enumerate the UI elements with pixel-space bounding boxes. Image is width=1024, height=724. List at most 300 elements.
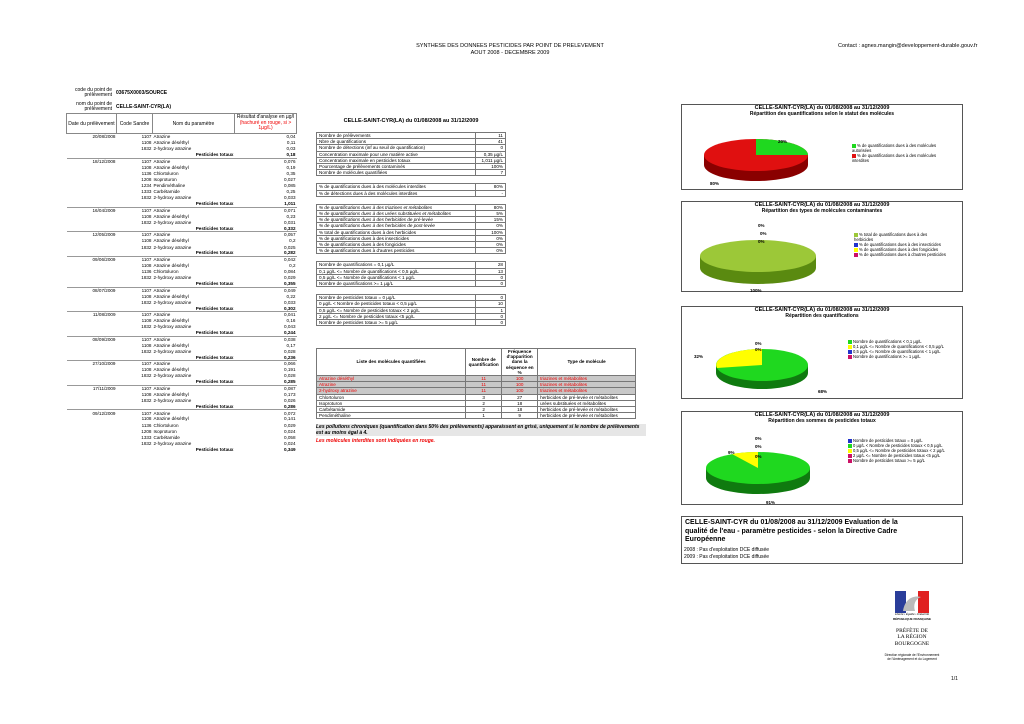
row-date <box>67 447 117 453</box>
stat-label: Nombre de pesticides totaux >= 5 µg/L <box>317 320 476 326</box>
report-period: AOUT 2008 - DECEMBRE 2009 <box>470 50 550 56</box>
measurement-rows <box>67 134 297 453</box>
row-sandre: 1333 <box>141 434 152 440</box>
mol-type: urées substituées et métabolites <box>538 400 636 406</box>
stat-value: 0,35 µg/L <box>476 151 506 157</box>
row-param: Atrazine déséthyl <box>153 416 189 422</box>
mol-count: 11 <box>466 388 502 394</box>
row-sandre: 1832 <box>141 299 152 305</box>
mol-freq: 100 <box>502 388 538 394</box>
point-code-label: code du point de prélèvement <box>75 87 112 98</box>
mol-name: 2-hydroxy atrazine <box>317 388 466 394</box>
legend-swatch <box>848 459 852 463</box>
row-value: 0,2 <box>289 238 296 244</box>
note-chronic: Les pollutions chroniques (quantification dans 50% des prélèvements) apparaissent en grisé, uniquement si le nombre de prélèvements est au moins égal à 4. <box>316 424 646 436</box>
col-param: Nom du paramètre <box>153 114 235 134</box>
col-result <box>235 114 297 134</box>
stat-label: 2 µg/L <= Nombre de pesticides totaux <5 µg/L <box>317 313 476 319</box>
chart-status-label-20: 20% <box>778 139 788 144</box>
legend-item: % de quantifications dues à des insecticides <box>854 242 946 247</box>
row-sandre: 1832 <box>141 348 152 354</box>
legend-item: 0,5 µg/L <= Nombre de quantifications < 1 µg/L <box>848 349 952 354</box>
stat-label: Nombre de quantifications = 0,1 µg/L <box>317 262 476 268</box>
stats-table-2 <box>316 183 506 196</box>
row-value: 0,355 <box>284 281 296 287</box>
row-param: Atrazine déséthyl <box>153 140 189 146</box>
measurement-table-wrap <box>66 113 297 453</box>
row-param: 2-hydroxy atrazine <box>153 324 192 330</box>
row-param: Atrazine <box>153 256 235 262</box>
page-number: 1/1 <box>951 676 958 682</box>
row-date: 08/07/2009 <box>67 287 117 293</box>
stat-value: 1,011 µg/L <box>476 157 506 163</box>
stat-label: Nombre de molécules quantifiées <box>317 170 476 176</box>
point-name-value: CELLE-SAINT-CYR(LA) <box>116 104 171 110</box>
stat-value: 0% <box>476 242 506 248</box>
row-sandre: 1234 <box>141 183 152 189</box>
row-sandre: 1108 <box>141 140 152 146</box>
legend-item: % de quantifications dues à d'autres pesticides <box>854 252 946 257</box>
row-value: 0,286 <box>284 403 296 409</box>
row-sandre: 1107 <box>117 158 153 164</box>
row-sandre: 1108 <box>141 391 152 397</box>
row-param: Pesticides totaux <box>195 354 234 360</box>
row-sandre: 1208 <box>141 428 152 434</box>
stat-value: 0% <box>476 248 506 254</box>
mol-count: 1 <box>466 413 502 419</box>
row-param: Atrazine déséthyl <box>153 342 189 348</box>
row-value: 0,026 <box>284 398 296 404</box>
report-title: SYNTHESE DES DONNEES PESTICIDES PAR POINT DE PRELEVEMENT <box>416 43 604 49</box>
row-value: 0,024 <box>284 441 296 446</box>
stat-label: % de quantifications dues à des triazines et métabolites <box>317 204 476 210</box>
row-value: 0,029 <box>284 422 296 428</box>
row-sandre: 1832 <box>141 146 152 152</box>
table-row <box>67 447 297 453</box>
chart-quantif-title2: Répartition des quantifications <box>785 313 859 319</box>
row-param: Atrazine <box>153 158 235 164</box>
row-value: 1,011 <box>284 201 296 207</box>
stat-value: 10 <box>476 301 506 307</box>
mol-count: 11 <box>466 376 502 382</box>
row-sandre: 1108 <box>141 342 152 348</box>
row-value: 0,191 <box>284 367 296 373</box>
mol-freq: 18 <box>502 400 538 406</box>
row-sandre: 1108 <box>141 293 152 299</box>
stats-title: CELLE-SAINT-CYR(LA) du 01/08/2008 au 31/12/2009 <box>343 118 479 124</box>
row-value: 0,302 <box>284 305 296 311</box>
row-param: 2-hydroxy atrazine <box>153 244 192 250</box>
row-param: 2-hydroxy atrazine <box>153 275 192 281</box>
chart-quantif-label-b: 0% <box>755 347 762 352</box>
stat-label: % de détections dues à des molécules interdites <box>317 190 476 196</box>
row-value: 0,141 <box>284 416 296 422</box>
stat-value: 0 <box>476 295 506 301</box>
row-param: Atrazine <box>153 385 235 391</box>
row-value: 0,236 <box>284 354 296 360</box>
legend-item: Nombre de pesticides totaux >= 5 µg/L <box>848 458 952 463</box>
legend-item: % de quantifications dues à des molécules interdites <box>852 153 937 163</box>
row-param: Atrazine <box>153 287 235 293</box>
row-param: 2-hydroxy atrazine <box>153 441 192 446</box>
note-banned: Les molécules interdites sont indiquées en rouge. <box>316 438 435 445</box>
report-header <box>380 43 640 57</box>
mol-freq: 18 <box>502 407 538 413</box>
row-sandre: 1832 <box>141 398 152 404</box>
row-sandre: 1108 <box>141 367 152 373</box>
legend-item: Nombre de pesticides totaux = 0 µg/L <box>848 438 952 443</box>
chart-totals-title2: Répartition des sommes de pesticides totaux <box>768 418 876 424</box>
contact-email[interactable]: Contact : agnes.mangin@developpement-durable.gouv.fr <box>838 43 978 49</box>
logo-prefecture: PRÉFÈTE DE LA RÉGION BOURGOGNE <box>894 627 930 647</box>
stat-label: Nombre de pesticides totaux = 0 µg/L <box>317 295 476 301</box>
row-value: 0,025 <box>284 244 296 250</box>
chart-quantif-label-d: 68% <box>818 389 828 394</box>
row-sandre: 1107 <box>117 361 153 367</box>
row-date: 11/08/2009 <box>67 312 117 318</box>
row-value: 0,033 <box>284 195 296 201</box>
row-sandre: 1108 <box>141 416 152 422</box>
row-sandre: 1208 <box>141 176 152 182</box>
row-value: 0,024 <box>284 428 296 434</box>
stat-value: 0 <box>476 281 506 287</box>
stat-value: 7 <box>476 170 506 176</box>
row-param: 2-hydroxy atrazine <box>153 195 192 201</box>
row-param: 2-hydroxy atrazine <box>153 398 192 404</box>
row-sandre: 1108 <box>141 238 152 244</box>
row-value: 0,16 <box>286 318 296 324</box>
row-param: 2-hydroxy atrazine <box>153 146 192 152</box>
molecule-table <box>316 348 636 419</box>
chart-totals-label-b: 0% <box>755 444 762 449</box>
row-value: 0,043 <box>284 324 296 330</box>
row-value: 0,349 <box>284 447 296 453</box>
row-param: Pesticides totaux <box>195 403 234 409</box>
row-sandre: 1333 <box>141 189 152 195</box>
row-param: Atrazine déséthyl <box>153 213 189 219</box>
row-sandre: 1107 <box>117 385 153 391</box>
row-param: Atrazine déséthyl <box>153 367 189 373</box>
mol-name: Atrazine déséthyl <box>317 376 466 382</box>
row-value: 0,22 <box>286 293 296 299</box>
row-value: 0,057 <box>235 232 297 238</box>
stat-label: % de quantifications dues à des molécules interdites <box>317 184 476 190</box>
row-value: 0,072 <box>235 410 297 416</box>
chart-quantif-label-a: 0% <box>755 341 762 346</box>
stat-label: % de quantifications dues à des herbicides de post-levée <box>317 223 476 229</box>
mol-name: Chlortoluron <box>317 394 466 400</box>
row-param: Pesticides totaux <box>195 330 234 336</box>
row-value: 0,027 <box>284 176 296 182</box>
row-sandre: 1107 <box>117 312 153 318</box>
row-value: 0,25 <box>286 189 296 195</box>
row-value: 0,031 <box>284 219 296 225</box>
point-code-value: 03675X0003/SOURCE <box>116 90 168 96</box>
row-sandre: 1136 <box>141 422 152 428</box>
row-date: 08/09/2009 <box>67 336 117 342</box>
stat-value: 0 <box>476 313 506 319</box>
chart-status-label-80: 80% <box>710 181 720 186</box>
chart-totals <box>681 411 963 505</box>
chart-totals-title1: CELLE-SAINT-CYR(LA) du 01/08/2008 au 31/12/2009 <box>754 412 890 418</box>
col-result-label: Résultat d'analyse en µg/l <box>236 114 295 121</box>
row-param: Pesticides totaux <box>195 201 234 207</box>
row-date: 09/12/2009 <box>67 410 117 416</box>
row-sandre: 1108 <box>141 164 152 170</box>
stat-label: % de quantifications dues à des urées substituées et métabolites <box>317 211 476 217</box>
stat-label: Nombre de détections (inf au seuil de quantification) <box>317 145 476 151</box>
row-param: 2-hydroxy atrazine <box>153 373 192 379</box>
mol-type: triazines et métabolites <box>538 382 636 388</box>
row-sandre: 1108 <box>141 318 152 324</box>
stat-row <box>317 170 506 176</box>
stat-value: 13 <box>476 268 506 274</box>
row-sandre: 1107 <box>117 134 153 140</box>
stat-value: 100% <box>476 164 506 170</box>
row-value: 0,23 <box>286 213 296 219</box>
stat-label: Pourcentage de prélèvements contaminés <box>317 164 476 170</box>
mol-type: herbicides de pré-levée et métabolites <box>538 413 636 419</box>
stat-label: Nombre de quantifications >= 1 µg/L <box>317 281 476 287</box>
row-param: Atrazine <box>153 207 235 213</box>
legend-item: 0,1 µg/L <= Nombre de quantifications < 0,5 µg/L <box>848 344 952 349</box>
legend-item: % total de quantifications dues à des herbicides <box>854 232 928 242</box>
mol-name: Pendiméthaline <box>317 413 466 419</box>
row-param: 2-hydroxy atrazine <box>153 299 192 305</box>
row-sandre: 1832 <box>141 195 152 201</box>
legend-item: Nombre de quantifications < 0,1 µg/L <box>848 339 952 344</box>
row-param: Atrazine <box>153 312 235 318</box>
row-param: Atrazine déséthyl <box>153 318 189 324</box>
stat-value: 100% <box>476 229 506 235</box>
stat-value: 15% <box>476 217 506 223</box>
row-param: Isoproturon <box>153 428 177 434</box>
row-value: 0,04 <box>235 134 297 140</box>
row-sandre: 1136 <box>141 170 152 176</box>
stat-label: Concentration maximale en pesticides totaux <box>317 157 476 163</box>
row-sandre: 1832 <box>141 275 152 281</box>
chart-types-label-c: 0% <box>758 239 765 244</box>
marianne-logo-icon <box>895 591 929 613</box>
row-param: Pesticides totaux <box>195 152 234 158</box>
chart-types-label-a: 0% <box>758 223 765 228</box>
stat-label: % de quantifications dues à des herbicides de pré-levée <box>317 217 476 223</box>
mol-count: 11 <box>466 382 502 388</box>
stat-label: Nbre de quantifications <box>317 139 476 145</box>
row-value: 0,029 <box>284 275 296 281</box>
col-date: Date du prélèvement <box>67 114 117 134</box>
row-param: Chlortoluron <box>153 422 179 428</box>
legend-item: 2 µg/L <= Nombre de pesticides totaux <5 µg/L <box>848 453 952 458</box>
row-value: 0,285 <box>284 379 296 385</box>
row-sandre: 1832 <box>141 219 152 225</box>
row-date: 12/05/2009 <box>67 232 117 238</box>
stat-label: Concentration maximale pour une matière active <box>317 151 476 157</box>
row-sandre: 1832 <box>141 324 152 330</box>
row-value: 0,17 <box>286 342 296 348</box>
chart-totals-label-d: 9% <box>728 450 735 455</box>
row-param: Atrazine déséthyl <box>153 238 189 244</box>
row-value: 0,35 <box>286 170 296 176</box>
row-value: 0,084 <box>284 269 296 275</box>
legend-item: % de quantifications dues à des molécules autorisées <box>852 143 937 153</box>
row-value: 0,076 <box>235 158 297 164</box>
stat-label: 0,5 µg/L <= Nombre de quantifications < 1 µg/L <box>317 274 476 280</box>
chart-status-title2: Répartition des quantifications selon le statut des molécules <box>749 111 895 117</box>
col-sandre: Code Sandre <box>117 114 153 134</box>
row-param: Pesticides totaux <box>195 305 234 311</box>
chart-quantif-label-c: 32% <box>694 354 704 359</box>
stat-label: % total de quantifications dues à des herbicides <box>317 229 476 235</box>
row-value: 0,066 <box>235 361 297 367</box>
chart-types <box>681 201 963 292</box>
stat-label: % de quantifications dues à des insecticides <box>317 235 476 241</box>
legend-swatch <box>854 253 858 257</box>
stat-value: 0% <box>476 235 506 241</box>
row-param: Carbétamide <box>153 434 180 440</box>
chart-status-title1: CELLE-SAINT-CYR(LA) du 01/08/2008 au 31/12/2009 <box>754 105 890 111</box>
row-param: Atrazine <box>153 410 235 416</box>
chart-types-pie <box>696 238 820 292</box>
stat-label: 0,1 µg/L <= Nombre de quantifications < 0,5 µg/L <box>317 268 476 274</box>
stat-label: % de quantifications dues à d'autres pesticides <box>317 248 476 254</box>
chart-status-legend <box>852 143 942 163</box>
row-param: Atrazine déséthyl <box>153 391 189 397</box>
stat-value: 11 <box>476 133 506 139</box>
legend-item: 0 µg/L < Nombre de pesticides totaux < 0,5 µg/L <box>848 443 952 448</box>
row-param: Chlortoluron <box>153 170 179 176</box>
row-param: 2-hydroxy atrazine <box>153 219 192 225</box>
row-date: 18/12/2008 <box>67 158 117 164</box>
legend-item: 0,5 µg/L <= Nombre de pesticides totaux < 2 µg/L <box>848 448 952 453</box>
chart-types-label-d: 100% <box>750 288 762 293</box>
row-value: 0,038 <box>235 336 297 342</box>
legend-item: Nombre de quantifications >= 1 µg/L <box>848 354 952 359</box>
stats-table-4 <box>316 261 506 287</box>
row-value: 0,18 <box>286 152 296 158</box>
row-sandre: 1136 <box>141 269 152 275</box>
row-value: 0,03 <box>286 146 296 152</box>
stat-value: - <box>476 190 506 196</box>
chart-status-pie <box>700 135 810 187</box>
stat-value: 1 <box>476 307 506 313</box>
point-info <box>66 86 206 114</box>
mol-freq: 9 <box>502 413 538 419</box>
row-param: Pesticides totaux <box>195 281 234 287</box>
row-value: 0,19 <box>286 164 296 170</box>
row-value: 0,173 <box>284 391 296 397</box>
chart-totals-label-a: 0% <box>755 436 762 441</box>
molecule-list-wrap <box>316 348 646 444</box>
row-value: 0,041 <box>235 312 297 318</box>
stat-row <box>317 281 506 287</box>
row-sandre: 1832 <box>141 373 152 379</box>
chart-quantif <box>681 306 963 399</box>
stat-value: 28 <box>476 262 506 268</box>
chart-totals-label-e: 91% <box>766 500 776 505</box>
legend-swatch <box>848 355 852 359</box>
mol-type: herbicides de pré-levée et métabolites <box>538 394 636 400</box>
row-param: Atrazine déséthyl <box>153 164 189 170</box>
row-param: Isoproturon <box>153 176 177 182</box>
legend-item: % de quantifications dues à des fongicides <box>854 247 946 252</box>
row-sandre: 1107 <box>117 232 153 238</box>
stat-value: 0 <box>476 320 506 326</box>
row-param: Pendiméthaline <box>153 183 186 189</box>
mol-count: 2 <box>466 400 502 406</box>
molecule-row <box>317 413 636 419</box>
dce-title: CELLE-SAINT-CYR du 01/08/2008 au 31/12/2009 Evaluation de la qualité de l'eau - paramètre pesticides - selon la Directive Cadre Européenne <box>685 519 898 543</box>
row-param: Atrazine <box>153 232 235 238</box>
stat-label: % de quantifications dues à des fongicides <box>317 242 476 248</box>
row-date: 09/06/2009 <box>67 256 117 262</box>
row-value: 0,2 <box>289 262 296 268</box>
row-sandre: 1107 <box>117 410 153 416</box>
dce-2008: 2008 : Pas d'exploitation DCE diffusée <box>684 547 770 553</box>
row-value: 0,087 <box>235 385 297 391</box>
row-sandre: 1107 <box>117 256 153 262</box>
stat-row <box>317 320 506 326</box>
row-value: 0,244 <box>284 330 296 336</box>
row-sandre: 1107 <box>117 336 153 342</box>
mol-count: 3 <box>466 394 502 400</box>
stat-value: 80% <box>476 204 506 210</box>
row-sandre: 1832 <box>141 244 152 250</box>
measurement-table <box>66 113 297 453</box>
logo-motto: Liberté • Égalité • Fraternité <box>894 612 930 616</box>
chart-types-label-b: 0% <box>760 231 767 236</box>
chart-quantif-pie <box>712 345 812 397</box>
stats-table-1 <box>316 132 506 176</box>
chart-totals-label-c: 0% <box>755 454 762 459</box>
row-value: 0,282 <box>284 250 296 256</box>
row-value: 0,049 <box>235 287 297 293</box>
row-date: 27/10/2009 <box>67 361 117 367</box>
chart-totals-legend <box>848 438 952 463</box>
row-sandre: 1107 <box>117 207 153 213</box>
point-name-label: nom du point de prélèvement <box>76 101 112 112</box>
mol-name: Atrazine <box>317 382 466 388</box>
row-param: Atrazine <box>153 361 235 367</box>
row-param: Pesticides totaux <box>195 250 234 256</box>
mol-freq: 100 <box>502 382 538 388</box>
mol-type: triazines et métabolites <box>538 388 636 394</box>
mol-name: Carbétamide <box>317 407 466 413</box>
mol-count: 2 <box>466 407 502 413</box>
mol-col-freq: Fréquence d'apparition dans la séquence en % <box>502 349 538 376</box>
stat-value: 0% <box>476 223 506 229</box>
stats-panel <box>316 118 506 326</box>
row-date: 20/08/2008 <box>67 134 117 140</box>
stat-row <box>317 248 506 254</box>
prefecture-logo <box>884 591 940 679</box>
row-value: 0,058 <box>284 434 296 440</box>
row-param: 2-hydroxy atrazine <box>153 348 192 354</box>
row-param: Atrazine déséthyl <box>153 293 189 299</box>
row-date: 16/04/2009 <box>67 207 117 213</box>
row-sandre: 1107 <box>117 287 153 293</box>
stat-value: 80% <box>476 184 506 190</box>
row-param: Pesticides totaux <box>195 379 234 385</box>
stat-row <box>317 190 506 196</box>
row-param: Atrazine <box>153 336 235 342</box>
chart-quantif-legend <box>848 339 952 359</box>
stat-value: 0 <box>476 145 506 151</box>
row-date: 17/11/2009 <box>67 385 117 391</box>
row-sandre: 1108 <box>141 213 152 219</box>
stats-table-3 <box>316 204 506 255</box>
row-sandre: 1108 <box>141 262 152 268</box>
